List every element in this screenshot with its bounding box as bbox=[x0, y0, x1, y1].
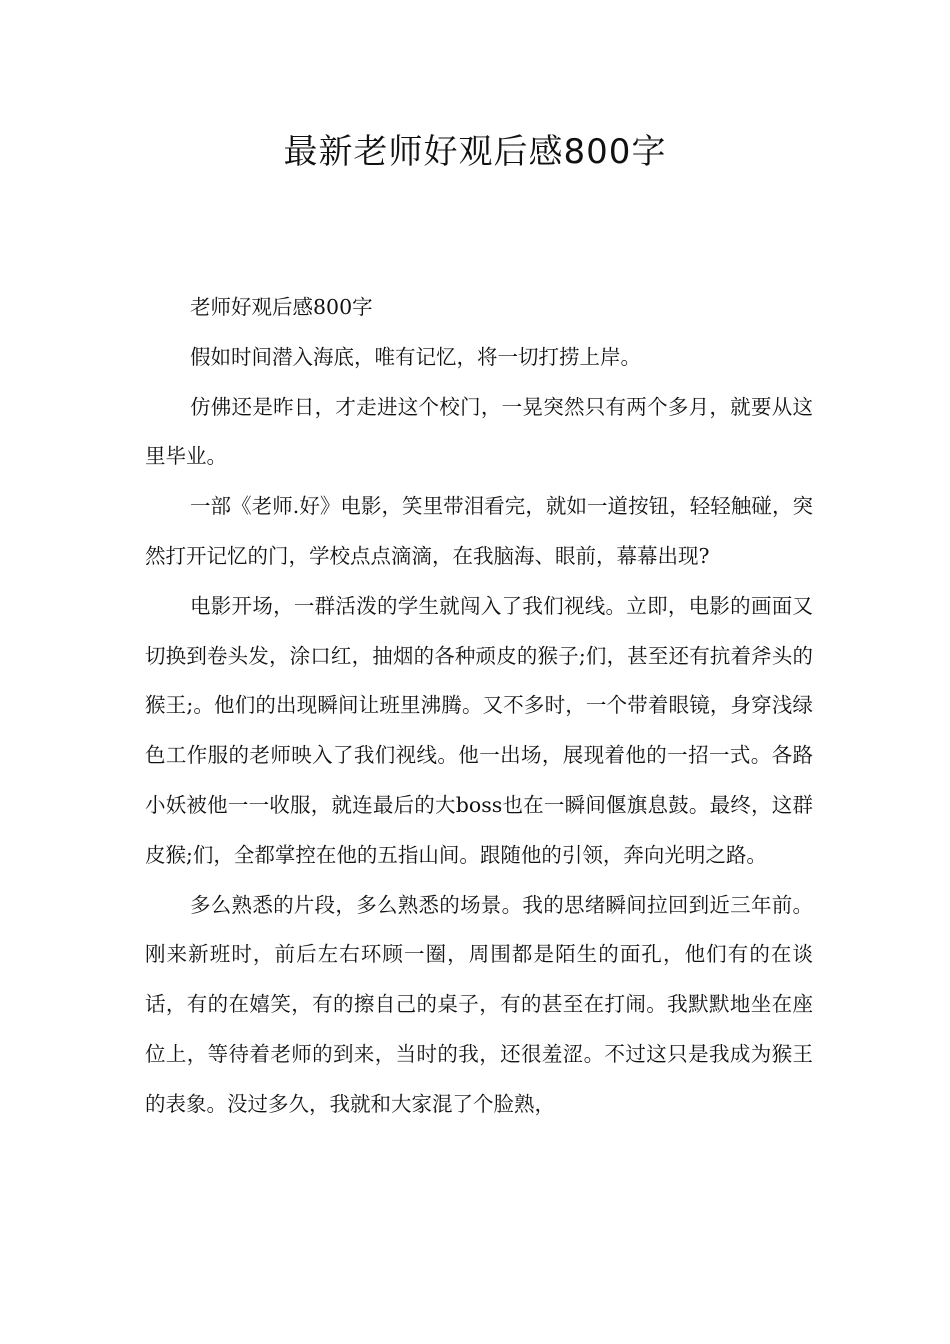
paragraph-5: 多么熟悉的片段，多么熟悉的场景。我的思绪瞬间拉回到近三年前。刚来新班时，前后左右环顾一圈，周围都是陌生的面孔，他们有的在谈话，有的在嬉笑，有的擦自己的桌子，有的甚至在打闹。我默默地坐在座位上，等待着老师的到来，当时的我，还很羞涩。不过这只是我成为猴王的表象。没过多久，我就和大家混了个脸熟， bbox=[145, 892, 813, 1116]
document-title: 最新老师好观后感800字 bbox=[283, 132, 667, 172]
paragraph-1: 假如时间潜入海底，唯有记忆，将一切打捞上岸。 bbox=[190, 344, 641, 369]
paragraph-2: 仿佛还是昨日，才走进这个校门，一晃突然只有两个多月，就要从这里毕业。 bbox=[145, 394, 813, 469]
paragraph-subtitle: 老师好观后感800字 bbox=[190, 295, 373, 319]
document-body bbox=[145, 283, 813, 1130]
paragraph-3: 一部《老师.好》电影，笑里带泪看完，就如一道按钮，轻轻触碰，突然打开记忆的门，学校点点滴滴，在我脑海、眼前，幕幕出现? bbox=[145, 494, 813, 568]
paragraph-4: 电影开场，一群活泼的学生就闯入了我们视线。立即，电影的画面又切换到卷头发，涂口红，抽烟的各种顽皮的猴子;们，甚至还有抗着斧头的猴王;。他们的出现瞬间让班里沸腾。又不多时，一个带着眼镜，身穿浅绿色工作服的老师映入了我们视线。他一出场，展现着他的一招一式。各路小妖被他一一收服，就连最后的大boss也在一瞬间偃旗息鼓。最终，这群皮猴;们，全都掌控在他的五指山间。跟随他的引领，奔向光明之路。 bbox=[145, 593, 813, 867]
